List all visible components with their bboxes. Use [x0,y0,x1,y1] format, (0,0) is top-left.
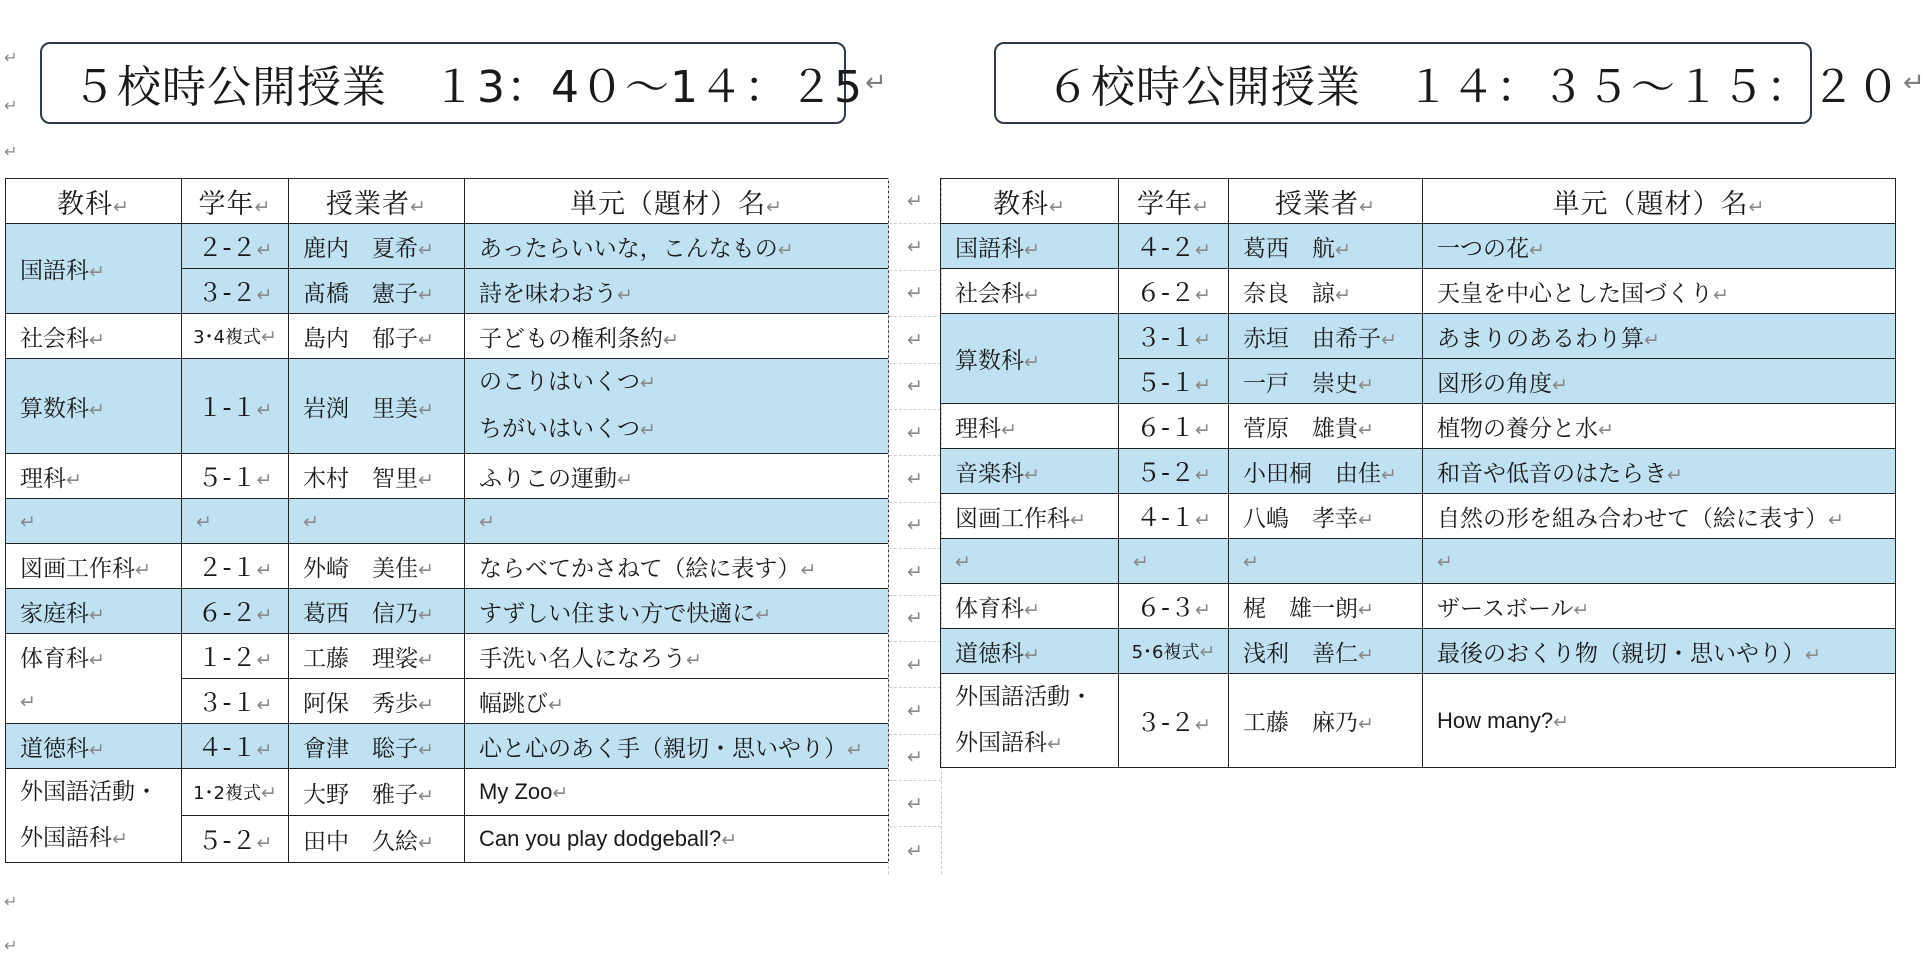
unit-cell: 図形の角度↵ [1423,359,1896,404]
unit-cell: How many?↵ [1423,674,1896,768]
teacher-cell: 工藤 理裟↵ [289,634,465,679]
teacher-cell: 鹿内 夏希↵ [289,224,465,269]
unit-cell: 最後のおくり物（親切・思いやり）↵ [1423,629,1896,674]
col-subject: 教科↵ [6,179,182,224]
table-row [941,269,1896,314]
paragraph-mark: ↵ [907,328,923,351]
grade-cell: ６-３↵ [1119,584,1229,629]
subject-cell: 家庭科↵ [6,589,182,634]
table-row [6,634,889,679]
paragraph-mark: ↵ [4,96,18,115]
teacher-cell: 葛西 航↵ [1229,224,1423,269]
teacher-cell: 岩渕 里美↵ [289,359,465,454]
paragraph-mark: ↵ [907,514,923,537]
grade-cell: １-１↵ [182,359,289,454]
teacher-cell: 小田桐 由佳↵ [1229,449,1423,494]
grade-cell: ５-２↵ [1119,449,1229,494]
grade-cell: ３-１↵ [1119,314,1229,359]
teacher-cell: 髙橋 憲子↵ [289,269,465,314]
unit-cell: 子どもの権利条約↵ [465,314,889,359]
grade-cell: ３-１↵ [182,679,289,724]
table-row [941,314,1896,359]
table-row [6,769,889,816]
teacher-cell: 會津 聡子↵ [289,724,465,769]
grade-cell: 1･2複式↵ [182,769,289,816]
column-gap [888,178,942,874]
table-row [6,224,889,269]
unit-cell: すずしい住まい方で快適に↵ [465,589,889,634]
subject-cell: 社会科↵ [941,269,1119,314]
table-row [6,314,889,359]
table-row [941,449,1896,494]
subject-cell: 図画工作科↵ [6,544,182,589]
table-row [941,494,1896,539]
unit-cell: Can you play dodgeball?↵ [465,816,889,863]
teacher-cell: 赤垣 由希子↵ [1229,314,1423,359]
paragraph-mark: ↵ [4,936,18,955]
grade-cell: ６-２↵ [182,589,289,634]
teacher-cell: 工藤 麻乃↵ [1229,674,1423,768]
unit-cell: あまりのあるわり算↵ [1423,314,1896,359]
paragraph-mark: ↵ [907,282,923,305]
subject-cell: 体育科↵ [941,584,1119,629]
teacher-cell: ↵ [289,499,465,544]
paragraph-mark: ↵ [907,375,923,398]
subject-cell: ↵ [6,679,182,724]
col-unit: 単元（題材）名↵ [1423,179,1896,224]
paragraph-mark: ↵ [907,236,923,259]
teacher-cell: 一戸 崇史↵ [1229,359,1423,404]
unit-cell: 心と心のあく手（親切・思いやり）↵ [465,724,889,769]
paragraph-mark: ↵ [4,142,18,161]
unit-cell: 和音や低音のはたらき↵ [1423,449,1896,494]
period6-table [940,178,1896,768]
unit-cell: のこりはいくつ↵ ちがいはいくつ↵ [465,359,889,454]
paragraph-mark: ↵ [907,653,923,676]
unit-cell: 詩を味わおう↵ [465,269,889,314]
table-row [6,454,889,499]
subject-cell: 道徳科↵ [941,629,1119,674]
teacher-cell: 浅利 善仁↵ [1229,629,1423,674]
paragraph-mark: ↵ [4,48,18,67]
unit-cell: あったらいいな，こんなもの↵ [465,224,889,269]
unit-cell: 天皇を中心とした国づくり↵ [1423,269,1896,314]
paragraph-mark: ↵ [907,607,923,630]
paragraph-mark: ↵ [907,699,923,722]
subject-cell: 理科↵ [6,454,182,499]
col-grade: 学年↵ [182,179,289,224]
grade-cell: ５-１↵ [182,454,289,499]
unit-cell: 幅跳び↵ [465,679,889,724]
period5-header [40,42,888,124]
unit-cell: 一つの花↵ [1423,224,1896,269]
period5-title: ５校時公開授業 １3：4０～1４：２5 [72,62,863,113]
grade-cell: ２-２↵ [182,224,289,269]
table-row [6,679,889,724]
unit-cell: 植物の養分と水↵ [1423,404,1896,449]
table-row [941,629,1896,674]
grade-cell: ４-１↵ [182,724,289,769]
subject-cell: 社会科↵ [6,314,182,359]
unit-cell: ザースボール↵ [1423,584,1896,629]
grade-cell: ３-２↵ [182,269,289,314]
paragraph-mark: ↵ [907,560,923,583]
col-subject: 教科↵ [941,179,1119,224]
paragraph-mark: ↵ [1903,68,1926,98]
teacher-cell: 大野 雅子↵ [289,769,465,816]
table-row-empty [6,499,889,544]
teacher-cell: ↵ [1229,539,1423,584]
table-header-row [941,179,1896,224]
table-row [941,404,1896,449]
teacher-cell: 奈良 諒↵ [1229,269,1423,314]
grade-cell: ５-２↵ [182,816,289,863]
teacher-cell: 菅原 雄貴↵ [1229,404,1423,449]
teacher-cell: 阿保 秀歩↵ [289,679,465,724]
col-teacher: 授業者↵ [1229,179,1423,224]
paragraph-mark: ↵ [907,839,923,862]
teacher-cell: 田中 久絵↵ [289,816,465,863]
subject-cell: ↵ [941,539,1119,584]
grade-cell: ３-２↵ [1119,674,1229,768]
subject-cell: 算数科↵ [941,314,1119,404]
subject-cell: 図画工作科↵ [941,494,1119,539]
paragraph-mark: ↵ [4,892,18,911]
grade-cell: ↵ [1119,539,1229,584]
table-row-empty [941,539,1896,584]
teacher-cell: 梶 雄一朗↵ [1229,584,1423,629]
col-grade: 学年↵ [1119,179,1229,224]
teacher-cell: 外崎 美佳↵ [289,544,465,589]
period6-header [994,42,1926,124]
subject-cell: 国語科↵ [6,224,182,314]
paragraph-mark: ↵ [907,792,923,815]
subject-cell: ↵ [6,499,182,544]
table-row [6,544,889,589]
col-teacher: 授業者↵ [289,179,465,224]
subject-cell: 体育科↵ [6,634,182,679]
teacher-cell: 葛西 信乃↵ [289,589,465,634]
teacher-cell: 八嶋 孝幸↵ [1229,494,1423,539]
period6-title: ６校時公開授業 １４：３５～１５：２０ [1046,62,1901,113]
paragraph-mark: ↵ [907,189,923,212]
period5-table [5,178,889,863]
grade-cell: 5･6複式↵ [1119,629,1229,674]
teacher-cell: 木村 智里↵ [289,454,465,499]
unit-cell: ふりこの運動↵ [465,454,889,499]
paragraph-mark: ↵ [907,421,923,444]
paragraph-mark: ↵ [907,468,923,491]
grade-cell: ６-１↵ [1119,404,1229,449]
grade-cell: ６-２↵ [1119,269,1229,314]
paragraph-mark: ↵ [864,68,888,98]
unit-cell: ならべてかさねて（絵に表す）↵ [465,544,889,589]
teacher-cell: 島内 郁子↵ [289,314,465,359]
table-row [6,724,889,769]
grade-cell: ２-１↵ [182,544,289,589]
unit-cell: My Zoo↵ [465,769,889,816]
grade-cell: ５-１↵ [1119,359,1229,404]
grade-cell: ４-１↵ [1119,494,1229,539]
paragraph-mark: ↵ [907,746,923,769]
subject-cell: 音楽科↵ [941,449,1119,494]
unit-cell: ↵ [1423,539,1896,584]
subject-cell: 道徳科↵ [6,724,182,769]
subject-cell: 算数科↵ [6,359,182,454]
subject-cell: 外国語活動・ 外国語科↵ [941,674,1119,768]
unit-cell: 自然の形を組み合わせて（絵に表す）↵ [1423,494,1896,539]
grade-cell: 3･4複式↵ [182,314,289,359]
subject-cell: 外国語活動・ 外国語科↵ [6,769,182,863]
grade-cell: ４-２↵ [1119,224,1229,269]
table-row [6,589,889,634]
unit-cell: 手洗い名人になろう↵ [465,634,889,679]
col-unit: 単元（題材）名↵ [465,179,889,224]
table-header-row [6,179,889,224]
subject-cell: 理科↵ [941,404,1119,449]
subject-cell: 国語科↵ [941,224,1119,269]
grade-cell: ↵ [182,499,289,544]
grade-cell: １-２↵ [182,634,289,679]
unit-cell: ↵ [465,499,889,544]
